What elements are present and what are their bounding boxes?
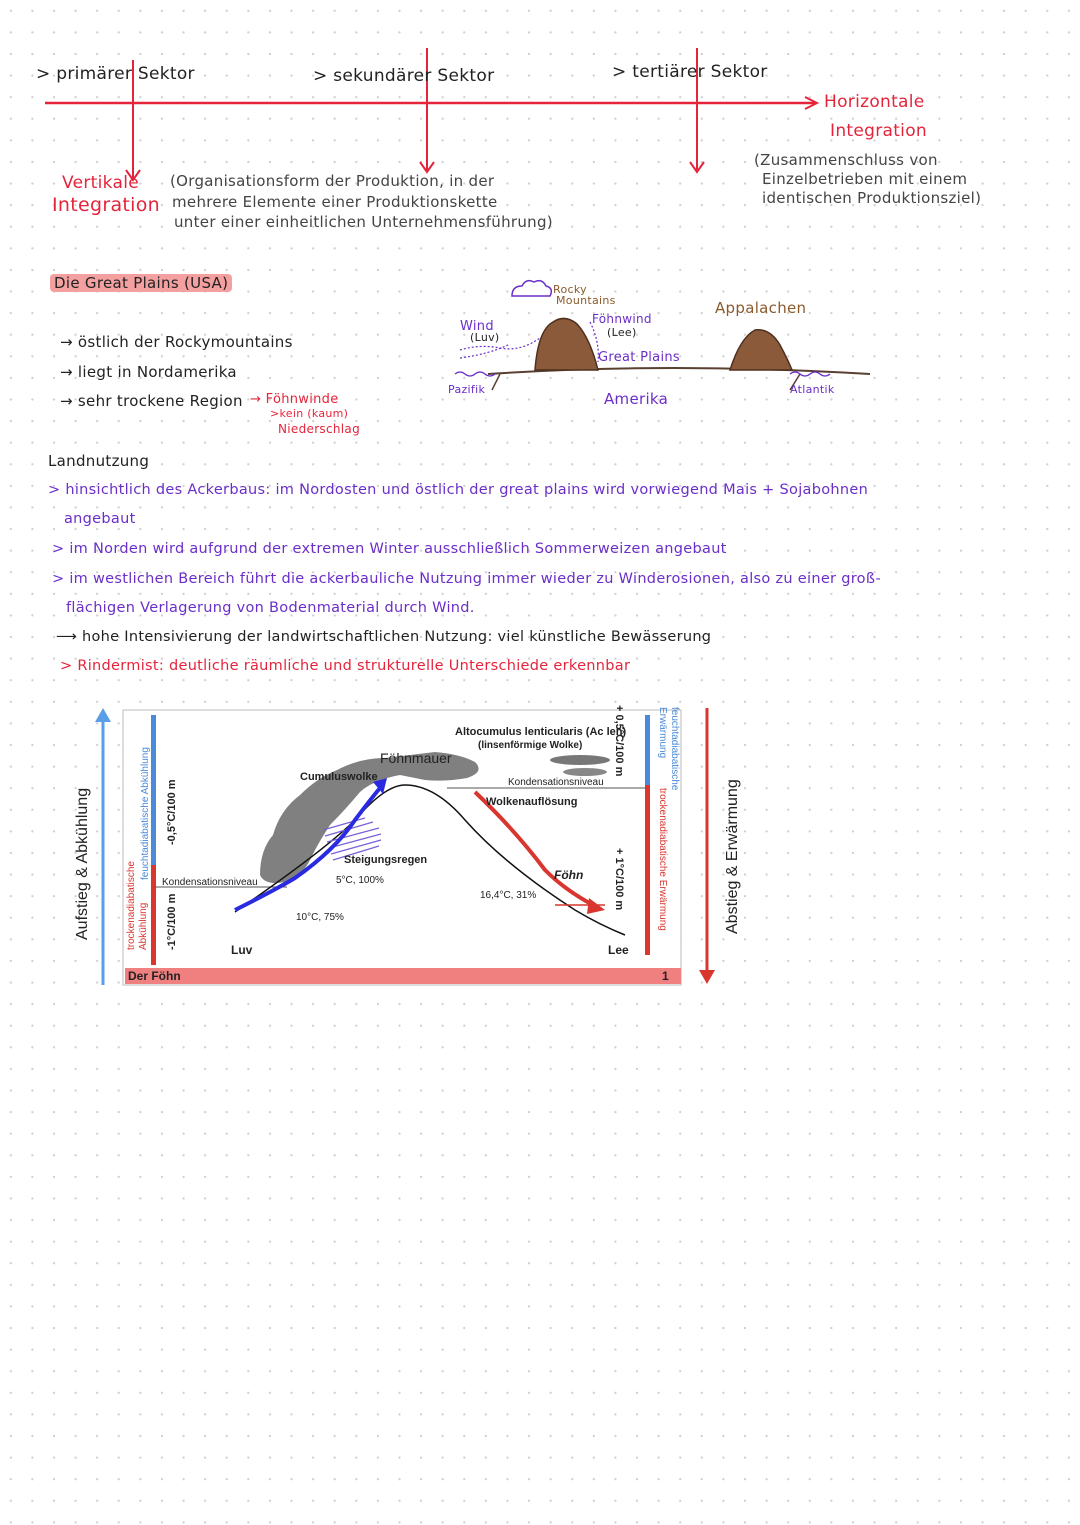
cumulus-label: Cumuluswolke (300, 771, 378, 783)
right-dry-bar (645, 785, 650, 955)
appalachen-mountains-icon (730, 330, 792, 370)
axis-descent-label: Abstieg & Erwärmung (724, 779, 741, 934)
map-great-plains-label: Great Plains (598, 350, 680, 365)
vertical-title-1: Vertikale (62, 173, 139, 193)
foehn-winds-label: → Föhnwinde (250, 392, 339, 407)
map-appalachen-label: Appalachen (715, 299, 807, 317)
landnutzung-line-5: flächigen Verlagerung von Bodenmaterial durch Wind. (66, 600, 475, 616)
left-dry-label-2: Abkühlung (138, 902, 149, 950)
diagram-title: Der Föhn (128, 969, 181, 983)
right-rate-lower: + 1°C/100 m (613, 848, 625, 911)
condensation-right-label: Kondensationsniveau (508, 777, 604, 788)
foehnmauer-label: Föhnmauer (380, 750, 452, 766)
ascent-arrowhead (95, 708, 111, 722)
left-moist-bar (151, 715, 156, 865)
map-amerika-label: Amerika (604, 390, 669, 408)
rocky-mountains-icon (535, 318, 598, 370)
map-foehnwind-label: Föhnwind (592, 312, 652, 326)
coast-left (492, 374, 500, 390)
great-plains-point-1: → östlich der Rockymountains (60, 333, 293, 351)
right-dry-label: trockenadiabatische Erwärmung (657, 788, 668, 931)
horizontal-title-2: Integration (830, 121, 927, 141)
foehn-label: Föhn (554, 868, 584, 882)
map-wind-luv: (Luv) (470, 331, 500, 344)
title-bar (125, 968, 681, 984)
altocumulus-sub-label: (linsenförmige Wolke) (478, 740, 583, 751)
right-moist-label-2: Erwärmung (657, 707, 668, 759)
luv-label: Luv (231, 943, 253, 957)
map-pazifik-label: Pazifik (448, 383, 486, 396)
foehn-winds-sub-2: Niederschlag (278, 422, 360, 436)
condensation-left-label: Kondensationsniveau (162, 877, 258, 888)
cloud-icon (512, 281, 551, 296)
left-dry-label-1: trockenadiabatische (126, 861, 137, 950)
great-plains-point-3: → sehr trockene Region (60, 392, 243, 410)
map-wind-label: Wind (460, 319, 494, 334)
right-moist-bar (645, 715, 650, 785)
foehn-winds-sub-1: >kein (kaum) (270, 407, 349, 420)
landnutzung-line-6: ⟶ hohe Intensivierung der landwirtschaftlichen Nutzung: viel künstliche Bewässerung (56, 629, 712, 645)
map-rocky-label: Rocky (553, 283, 587, 296)
vertical-desc-1: (Organisationsform der Produktion, in der (170, 172, 495, 190)
right-moist-label-1: feuchtadiabatische (669, 707, 680, 791)
cloud-dissolution-label: Wolkenauflösung (486, 796, 578, 808)
diagram-page-number: 1 (662, 969, 669, 983)
lenticular-cloud-2 (563, 768, 607, 776)
landnutzung-line-3: > im Norden wird aufgrund der extremen Winter ausschließlich Sommerweizen angebaut (52, 541, 727, 557)
right-rate-upper: + 0,5°C/100 m (613, 705, 625, 777)
horizontal-title-1: Horizontale (824, 92, 925, 112)
altocumulus-label: Altocumulus lenticularis (Ac len) (455, 726, 627, 738)
vertical-desc-2: mehrere Elemente einer Produktionskette (172, 193, 498, 211)
orographic-rain-label: Steigungsregen (344, 854, 428, 866)
lenticular-cloud (550, 755, 610, 765)
horizontal-desc-3: identischen Produktionsziel) (762, 189, 982, 207)
great-plains-heading: Die Great Plains (USA) (50, 274, 232, 292)
sector-primary: > primärer Sektor (36, 64, 195, 84)
vertical-title-2: Integration (52, 194, 160, 216)
landnutzung-line-7: > Rindermist: deutliche räumliche und strukturelle Unterschiede erkennbar (60, 658, 631, 674)
vertical-desc-3: unter einer einheitlichen Unternehmensführung) (174, 213, 553, 231)
atlantic-waves-icon (790, 372, 830, 376)
lee-label: Lee (608, 943, 629, 957)
horizontal-desc-2: Einzelbetrieben mit einem (762, 170, 968, 188)
left-dry-bar (151, 865, 156, 965)
horizontal-desc-1: (Zusammenschluss von (754, 151, 938, 169)
map-atlantik-label: Atlantik (790, 383, 835, 396)
temp-right-label: 16,4°C, 31% (480, 890, 537, 901)
great-plains-point-2: → liegt in Nordamerika (60, 363, 237, 381)
sector-tertiary: > tertiärer Sektor (612, 62, 768, 82)
landnutzung-heading: Landnutzung (48, 452, 150, 470)
axis-ascent-label: Aufstieg & Abkühlung (74, 787, 91, 940)
map-mountains-label: Mountains (556, 294, 616, 307)
left-rate-lower: -1°C/100 m (166, 893, 178, 950)
temp-bottom-label: 10°C, 75% (296, 912, 344, 923)
map-lee-label: (Lee) (607, 326, 637, 339)
left-moist-label: feuchtadiabatische Abkühlung (140, 747, 151, 880)
landnutzung-line-4: > im westlichen Bereich führt die ackerbauliche Nutzung immer wieder zu Winderosionen, also zu einer groß- (52, 571, 882, 587)
descent-arrowhead (699, 970, 715, 984)
landnutzung-line-2: angebaut (64, 511, 136, 527)
landnutzung-line-1: > hinsichtlich des Ackerbaus: im Nordosten und östlich der great plains wird vorwiegend Mais + Sojabohnen (48, 482, 869, 498)
temp-top-label: 5°C, 100% (336, 875, 384, 886)
left-rate-upper: -0,5°C/100 m (166, 779, 178, 845)
sector-secondary: > sekundärer Sektor (313, 66, 495, 86)
